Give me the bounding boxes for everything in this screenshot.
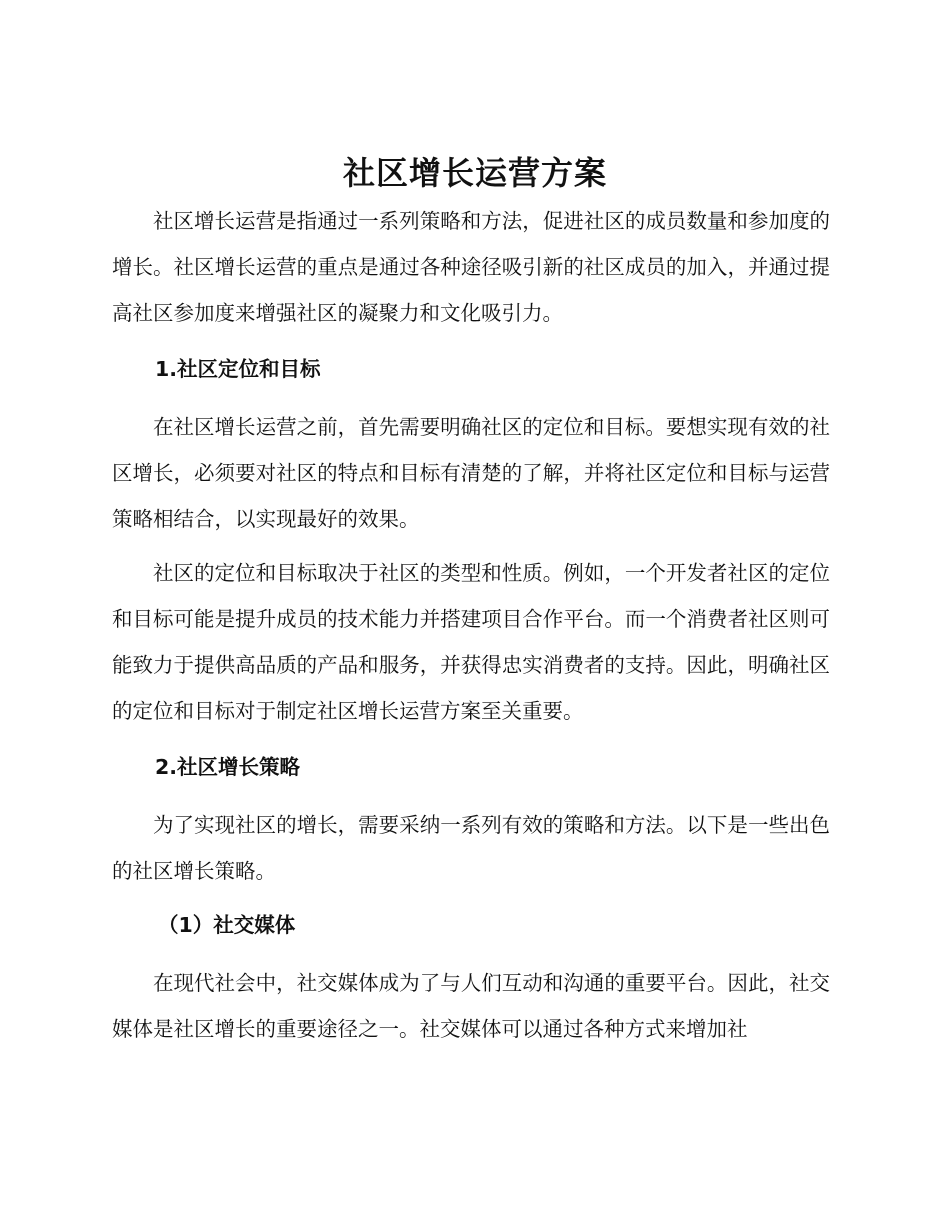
paragraph-strategy: 为了实现社区的增长，需要采纳一系列有效的策略和方法。以下是一些出色的社区增长策略。 bbox=[112, 813, 830, 883]
paragraph-social-media: 在现代社会中，社交媒体成为了与人们互动和沟通的重要平台。因此，社交媒体是社区增长的重要途径之一。社交媒体可以通过各种方式来增加社 bbox=[112, 971, 830, 1041]
paragraph-intro: 社区增长运营是指通过一系列策略和方法，促进社区的成员数量和参加度的增长。社区增长运营的重点是通过各种途径吸引新的社区成员的加入，并通过提高社区参加度来增强社区的凝聚力和文化吸引力。 bbox=[112, 209, 830, 325]
section-heading-positioning: 1.社区定位和目标 bbox=[155, 357, 321, 381]
paragraph-positioning-1: 在社区增长运营之前，首先需要明确社区的定位和目标。要想实现有效的社区增长，必须要对社区的特点和目标有清楚的了解，并将社区定位和目标与运营策略相结合，以实现最好的效果。 bbox=[112, 415, 830, 531]
paragraph-positioning-2: 社区的定位和目标取决于社区的类型和性质。例如，一个开发者社区的定位和目标可能是提升成员的技术能力并搭建项目合作平台。而一个消费者社区则可能致力于提供高品质的产品和服务，并获得忠实消费者的支持。因此，明确社区的定位和目标对于制定社区增长运营方案至关重要。 bbox=[112, 561, 830, 723]
document-title: 社区增长运营方案 bbox=[342, 154, 607, 192]
section-heading-strategy: 2.社区增长策略 bbox=[155, 755, 301, 779]
subsection-heading-social-media: （1）社交媒体 bbox=[158, 913, 296, 937]
